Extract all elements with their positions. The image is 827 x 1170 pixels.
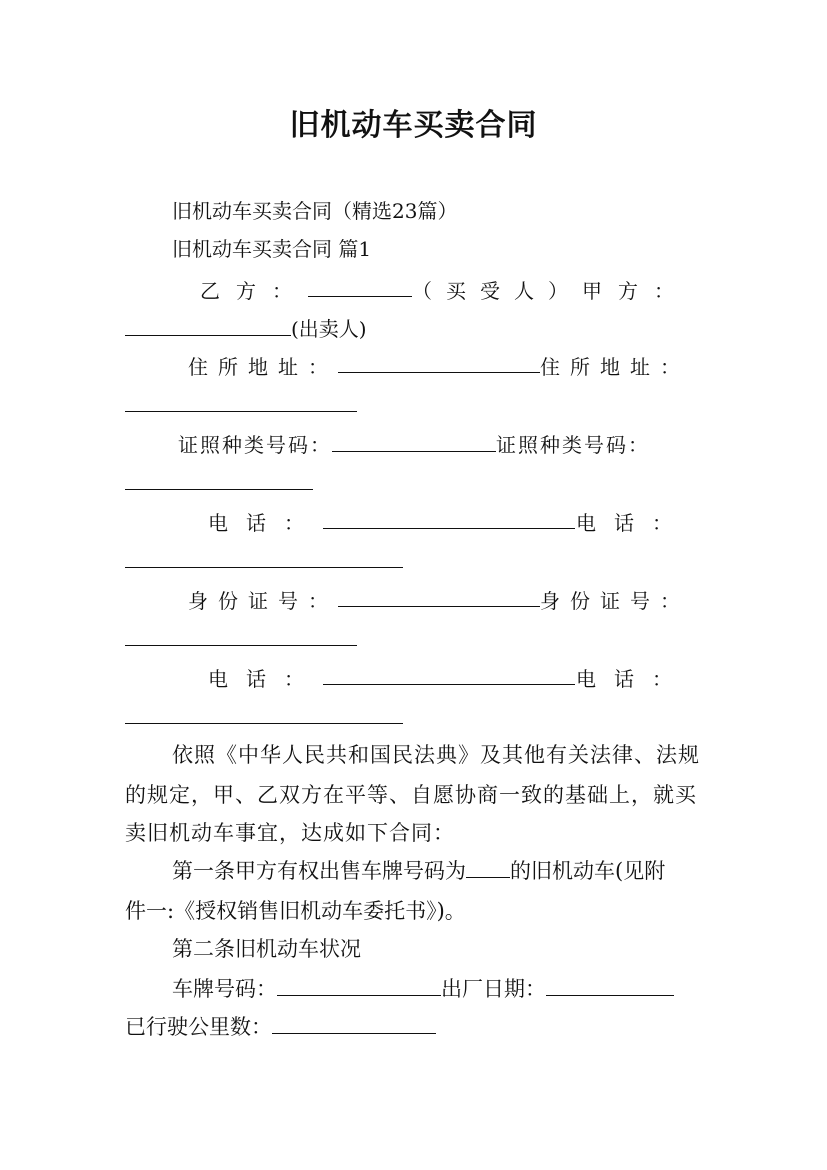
seller-blank xyxy=(125,317,291,336)
buyer-phone2-label: 电话： xyxy=(208,667,322,691)
seller-phone2-blank xyxy=(125,705,403,724)
seller-row xyxy=(125,316,367,342)
buyer-idno-blank xyxy=(338,588,540,607)
seller-idno-blank xyxy=(125,627,357,646)
vehicle-info-row xyxy=(172,976,674,1002)
buyer-phone-label: 电话： xyxy=(208,511,322,535)
plate-number-blank xyxy=(466,859,510,878)
buyer-id-type-blank xyxy=(332,433,496,452)
buyer-idno-label: 身份证号： xyxy=(188,589,338,613)
phone-row-b xyxy=(208,666,690,692)
article2-heading: 第二条旧机动车状况 xyxy=(172,937,361,961)
paragraph-line-3: 卖旧机动车事宜，达成如下合同： xyxy=(125,821,455,845)
seller-phone-blank xyxy=(125,549,403,568)
article1-line-2: 件一:《授权销售旧机动车委托书》)。 xyxy=(125,899,466,923)
seller-address-blank xyxy=(125,393,357,412)
mileage-label: 已行驶公里数： xyxy=(125,1015,272,1039)
mileage-blank xyxy=(272,1015,436,1034)
buyer-blank xyxy=(308,278,412,297)
buyer-role: （买受人） xyxy=(412,279,582,303)
buyer-id-type-label: 证照种类号码： xyxy=(178,433,332,457)
id-type-row-2 xyxy=(125,470,313,496)
address-row xyxy=(188,354,690,380)
factory-date-blank xyxy=(546,977,674,996)
mileage-row xyxy=(125,1014,436,1040)
article1-line-1 xyxy=(172,858,665,884)
article1-text-b: 的旧机动车(见附 xyxy=(510,859,666,883)
seller-role: (出卖人) xyxy=(291,317,367,341)
subtitle-all: 旧机动车买卖合同（精选23篇） xyxy=(172,199,458,223)
phone-row-2 xyxy=(125,548,403,574)
seller-id-type-blank xyxy=(125,471,313,490)
seller-phone-label: 电话： xyxy=(576,511,690,535)
article1-text-a: 第一条甲方有权出售车牌号码为 xyxy=(172,859,466,883)
address-row-2 xyxy=(125,392,357,418)
seller-address-label: 住所地址： xyxy=(540,355,690,379)
factory-date-label: 出厂日期： xyxy=(441,977,546,1001)
phone-row xyxy=(208,510,690,536)
buyer-address-label: 住所地址： xyxy=(188,355,338,379)
subtitle-part1: 旧机动车买卖合同 篇1 xyxy=(172,237,372,261)
seller-label: 甲方： xyxy=(582,279,690,303)
buyer-address-blank xyxy=(338,354,540,373)
plate-label: 车牌号码： xyxy=(172,977,277,1001)
buyer-phone2-blank xyxy=(323,666,575,685)
phone-row-b-2 xyxy=(125,704,403,730)
idno-row xyxy=(188,588,690,614)
party-row xyxy=(200,278,690,304)
seller-phone2-label: 电话： xyxy=(576,667,690,691)
buyer-label: 乙方： xyxy=(200,279,308,303)
paragraph-line-1: 依照《中华人民共和国民法典》及其他有关法律、法规 xyxy=(172,743,700,767)
page-title: 旧机动车买卖合同 xyxy=(289,108,538,143)
id-type-row xyxy=(178,432,650,458)
buyer-phone-blank xyxy=(323,510,575,529)
seller-id-type-label: 证照种类号码： xyxy=(496,433,650,457)
paragraph-line-2: 的规定，甲、乙双方在平等、自愿协商一致的基础上，就买 xyxy=(125,783,697,807)
idno-row-2 xyxy=(125,626,357,652)
seller-idno-label: 身份证号： xyxy=(540,589,690,613)
plate-blank xyxy=(277,977,441,996)
